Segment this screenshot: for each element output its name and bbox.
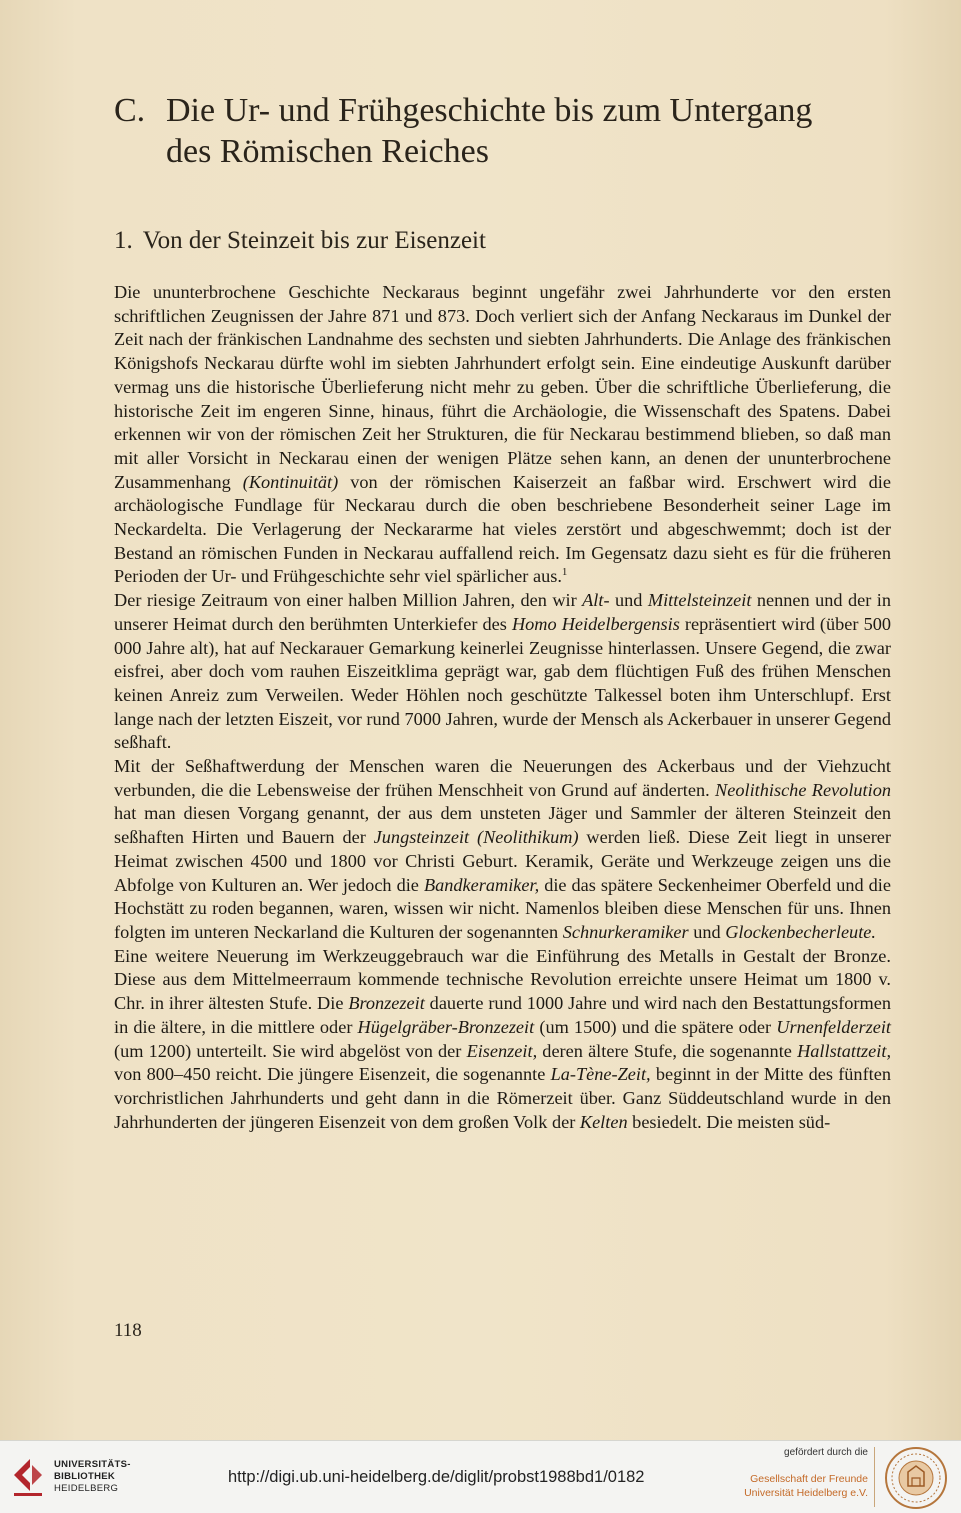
italic-term: Hügelgräber-Bronzezeit <box>357 1016 535 1037</box>
italic-term: Neolithische Revolution <box>715 779 891 800</box>
text-run: von 800–450 reicht. Die jüngere Eisenzeit, die sogenannte <box>114 1064 551 1085</box>
sponsor-credit <box>742 1447 868 1500</box>
section-title <box>114 225 486 257</box>
text-run: (um 1200) unterteilt. Sie wird abgelöst von der <box>114 1040 467 1061</box>
italic-term: Eisenzeit, <box>466 1040 538 1061</box>
text-run: nennen und der in unserer Heimat durch den berühmten Unterkiefer des <box>114 590 891 634</box>
text-run: (um 1500) und die spätere oder <box>534 1016 777 1037</box>
italic-term: Kelten <box>579 1111 628 1132</box>
italic-term: Glockenbecherleute. <box>725 921 876 942</box>
text-run: werden ließ. Diese Zeit liegt in unserer Heimat zwischen 4500 und 1800 vor Christi Geburt. Keramik, Geräte und Werkzeuge zeigen uns die Abfolge von Kulturen an. Wer jedoch die <box>114 827 892 895</box>
paragraph <box>114 755 891 945</box>
footer-bar <box>0 1440 961 1513</box>
library-name-line: UNIVERSITÄTS- <box>54 1459 131 1470</box>
text-run: beginnt in der Mitte des fünften vorchristlichen Jahrhunderts und geht dann in die Römerzeit über. Ganz Süddeutschland wurde in den Jahrhunderten der jüngeren Eisenzeit von dem großen Volk der <box>114 1064 891 1132</box>
text-run: besiedelt. Die meisten süd- <box>627 1111 831 1132</box>
sponsor-org-line: Gesellschaft der Freunde <box>750 1473 868 1485</box>
paragraph <box>114 945 891 1135</box>
text-run: Der riesige Zeitraum von einer halben Million Jahren, den wir <box>114 590 583 611</box>
permalink-url[interactable]: http://digi.ub.uni-heidelberg.de/diglit/probst1988bd1/0182 <box>228 1468 645 1486</box>
chapter-title-line: des Römischen Reiches <box>166 133 489 170</box>
text-run: hat man diesen Vorgang genannt, der aus dem unsteten Jäger und Sammler der älteren Steinzeit den seßhaften Hirten und Bauern der <box>114 803 891 848</box>
italic-term: Urnenfelderzeit <box>776 1016 892 1037</box>
sponsor-divider <box>874 1447 875 1507</box>
italic-term: Bandkeramiker, <box>423 874 540 895</box>
university-library-logo-icon <box>10 1455 46 1499</box>
chapter-title-line: Die Ur- und Frühgeschichte bis zum Untergang <box>166 92 813 129</box>
italic-term: Bronzezeit <box>348 993 425 1014</box>
italic-term: Mittelsteinzeit <box>647 590 752 611</box>
chapter-letter: C. <box>114 92 146 129</box>
library-name-line: BIBLIOTHEK <box>54 1471 116 1482</box>
text-run: dauerte rund 1000 Jahre und wird nach den Bestattungsformen in die ältere, in die mittlere oder <box>114 993 891 1037</box>
library-name-line: HEIDELBERG <box>54 1483 119 1494</box>
italic-term: Alt- <box>582 590 610 611</box>
text-run: und <box>609 590 648 611</box>
text-run: von der römischen Kaiserzeit an faßbar wird. Erschwert wird die archäologische Fundlage für Neckarau durch die oben beschriebene Besonderheit seiner Lage im Neckardelta. Die Verlagerung der Neckararme hat vieles zerstört und abgeschwemmt; doch ist der Bestand an römischen Funden in Neckarau auffallend reich. Im Gegensatz dazu sieht es für die früheren Perioden der Ur- und Frühgeschichte sehr viel spärlicher aus. <box>114 471 891 587</box>
italic-term: Hallstattzeit, <box>797 1040 892 1061</box>
text-run: repräsentiert wird (über 500 000 Jahre alt), hat auf Neckarauer Gemarkung keinerlei Zeugnisse hinterlassen. Unsere Gegend, die zwar eisfrei, aber doch vom rauhen Eiszeitklima geprägt war, gab dem flüchtigen Fuß des frühen Menschen keinen Anreiz zum Verweilen. Weder Höhlen noch geschützte Talkessel boten ihm Unterschlupf. Erst lange nach der letzten Eiszeit, vor rund 7000 Jahren, wurde der Mensch als Ackerbauer in unserer Gegend seßhaft. <box>114 613 891 753</box>
chapter-title-text <box>166 90 906 172</box>
section-number: 1. <box>114 227 133 254</box>
section-title-text: Von der Steinzeit bis zur Eisenzeit <box>142 227 486 254</box>
italic-term: La-Tène-Zeit, <box>550 1064 651 1085</box>
text-run: Die ununterbrochene Geschichte Neckaraus beginnt ungefähr zwei Jahrhunderte vor den ersten schriftlichen Zeugnissen der Jahre 871 und 873. Doch verliert sich der Anfang Neckaraus im Dunkel der Zeit nach der fränkischen Landnahme des sechsten und siebten Jahrhunderts. Die Anlage des fränkischen Königshofs Neckarau dürfte wohl im siebten Jahrhundert erfolgt sein. Eine eindeutige Auskunft darüber vermag uns die historische Überlieferung nicht mehr zu geben. Über die schriftliche Überlieferung, die historische Zeit im engeren Sinne, hinaus, führt die Archäologie, die Wissenschaft des Spatens. Dabei erkennen wir von der römischen Zeit her Strukturen, die für Neckarau bestimmend blieben, so daß man mit aller Vorsicht in Neckarau einen der wenigen Plätze sehen kann, an denen der ununterbrochene Zusammenhang <box>114 282 891 492</box>
paragraph <box>114 281 891 589</box>
sponsor-org-line: Universität Heidelberg e.V. <box>744 1487 868 1499</box>
university-seal-icon <box>884 1446 948 1510</box>
page-number: 118 <box>114 1320 142 1341</box>
paragraph <box>114 589 891 755</box>
text-run: Eine weitere Neuerung im Werkzeuggebrauch war die Einführung des Metalls in Gestalt der Bronze. Diese aus dem Mittelmeerraum kommende technische Revolution erreichte unsere Heimat um 1800 v. Chr. in ihrer ältesten Stufe. Die <box>114 945 891 1014</box>
italic-term: Schnurkeramiker <box>562 921 689 942</box>
text-run: Mit der Seßhaftwerdung der Menschen waren die Neuerungen des Ackerbaus und der Viehzucht verbunden, die die Lebensweise der frühen Menschheit von Grund auf änderten. <box>114 756 891 800</box>
italic-term: Jungsteinzeit (Neolithikum) <box>373 827 579 848</box>
italic-term: Homo Heidelbergensis <box>511 613 680 634</box>
text-run: die das spätere Seckenheimer Oberfeld und die Hochstätt zu roden begannen, waren, wissen wir nicht. Namenlos bleiben diese Menschen für uns. Ihnen folgten im unteren Neckarland die Kulturen der sogenannten <box>114 874 891 942</box>
footnote-marker[interactable]: 1 <box>561 566 568 579</box>
text-run: deren ältere Stufe, die sogenannte <box>537 1040 798 1061</box>
italic-term: (Kontinuität) <box>242 471 339 492</box>
library-name <box>54 1459 131 1495</box>
body-text <box>114 281 891 1134</box>
text-run: und <box>688 921 726 942</box>
sponsor-prefix: gefördert durch die <box>784 1447 868 1458</box>
